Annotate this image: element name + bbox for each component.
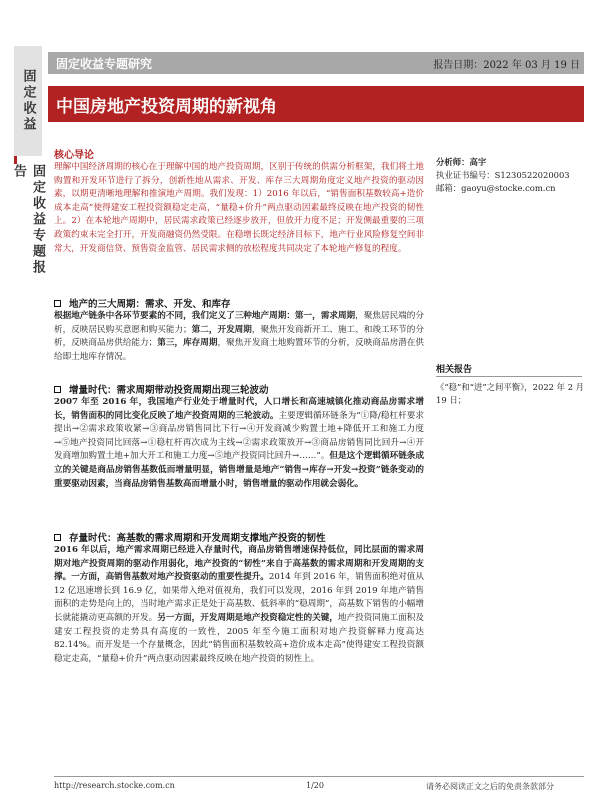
- section-heading-2: 增量时代：需求周期带动投资周期出现三轮波动: [54, 382, 269, 396]
- sidebar-top-label: 固定收益: [20, 69, 36, 133]
- bullet-box-icon: [54, 300, 61, 307]
- section-body-1: 根据地产链条中各环节要素的不同，我们定义了三种地产周期：第一，需求周期，聚焦居民端的分析，反映居民购买意愿和购买能力；第二，开发周期，聚焦开发商新开工、施工、和竣工环节的分析，反映商品房供给能力；第三，库存周期，聚焦开发商土地购置环节的分析，反映商品房潜在供给即土地库存情况。: [54, 311, 424, 362]
- abstract-text: 理解中国经济周期的核心在于理解中国的地产投资周期，区别于传统的供需分析框架，我们将土地购置和开发环节进行了拆分，创新性地从需求、开发、库存三大周期角度定义地产投资的驱动因素，以期更清晰地理解和推演地产周期。我们发现：1）2016 年以后，“销售面积基数较高+造价成本走高”使得建安工程投资额稳定走高，“量稳+价升”两点驱动因素最终反映在地产投资的韧性上。2）在本轮地产周期中，居民需求政策已经逐步放开，但放开力度不足；开发侧最重要的三项政策约束未完全打开，开发商融资仍然受限。在稳增长既定经济目标下，地产行业风险修复空间非常大，开发商信贷、预售资金监管、居民需求侧的放松程度共同决定了本轮地产修复的程度。: [54, 162, 424, 254]
- sidebar-accent: [14, 156, 17, 164]
- abstract-heading: 核心导论: [54, 150, 94, 161]
- related-report-item[interactable]: 《“稳”和“进”之间平衡》，2022 年 2 月 19 日；: [436, 382, 585, 405]
- section-body-3: 2016 年以后，地产需求周期已经进入存量时代，商品房销售增速保持低位，同比层面的需求周期对地产投资周期的驱动作用弱化，地产投资的“韧性”来自于高基数的需求周期和开发周期的支撑。一方面，高销售基数对地产投资驱动的重要性提升。2014 年到 2016 年，销售面积绝对值从 12 亿迅速增长到 16.9 亿，如果带入绝对值视角，我们可以发现，2016 年到 2019 年地产销售面积的走势是向上的，当时地产需求正是处于高基数、低斜率的“稳周期”，高基数下销售的小幅增长就能撬动更高额的开发。另一方面，开发周期是地产投资稳定性的关键，地产投资同施工面积及建安工程投资的走势具有高度的一致性，2005 年至今施工面积对地产投资解释力度高达 82.14%。而开发是一个存量概念，因此“销售面积基数较高+造价成本走高”使得建安工程投资额稳定走高，“量稳+价升”两点驱动因素最终反映在地产投资的韧性上。: [54, 545, 424, 664]
- report-category: 固定收益专题研究: [56, 57, 153, 71]
- analyst-license: 执业证书编号：S1230522020003: [436, 170, 570, 180]
- section-heading-3: 存量时代：高基数的需求周期和开发周期支撑地产投资的韧性: [54, 530, 326, 544]
- footer-divider: [54, 776, 584, 777]
- footer-disclaimer: 请务必阅读正文之后的免责条款部分: [426, 782, 554, 791]
- footer-url[interactable]: http://research.stocke.com.cn: [54, 781, 175, 790]
- title-band: [48, 86, 584, 122]
- sidebar-top-label-box: [14, 46, 42, 156]
- related-divider: [436, 376, 582, 377]
- section-heading-1: 地产的三大周期：需求、开发、和库存: [54, 296, 231, 310]
- analyst-email[interactable]: 邮箱：gaoyu@stocke.com.cn: [436, 183, 556, 193]
- report-date: 报告日期：2022 年 03 月 19 日: [433, 60, 580, 71]
- section-body-2: 2007 年至 2016 年，我国地产行业处于增量时代，人口增长和高速城镇化推动商品房需求增长，销售面积的同比变化反映了地产投资周期的三轮波动。主要逻辑循环链条为“①降/稳杠杆要求提出→②需求政策收紧→③商品房销售同比下行→④开发商减少购置土地+降低开工和施工力度→⑤地产投资同比回落→①稳杠杆再次成为主线→②需求政策放开→③商品房销售同比回升→④开发商增加购置土地+加大开工和施工力度→⑤地产投资同比回升→……”。但是这个逻辑循环链条成立的关键是商品房销售基数低而增量明显，销售增量是地产“销售→库存→开发→投资”链条变动的重要驱动因素，当商品房销售基数高而增量小时，销售增量的驱动作用就会弱化。: [54, 397, 424, 489]
- sidebar-bottom-label: 固定收益专题报告: [11, 164, 45, 276]
- related-reports-heading: 相关报告: [436, 365, 473, 375]
- analyst-name: 分析师：高宇: [436, 157, 487, 167]
- analyst-info: [436, 156, 586, 195]
- report-title: 中国房地产投资周期的新视角: [56, 97, 277, 117]
- bullet-box-icon: [54, 534, 61, 541]
- page-number: 1/20: [306, 781, 324, 790]
- bullet-box-icon: [54, 386, 61, 393]
- sidebar-bottom-label-box: [11, 164, 45, 284]
